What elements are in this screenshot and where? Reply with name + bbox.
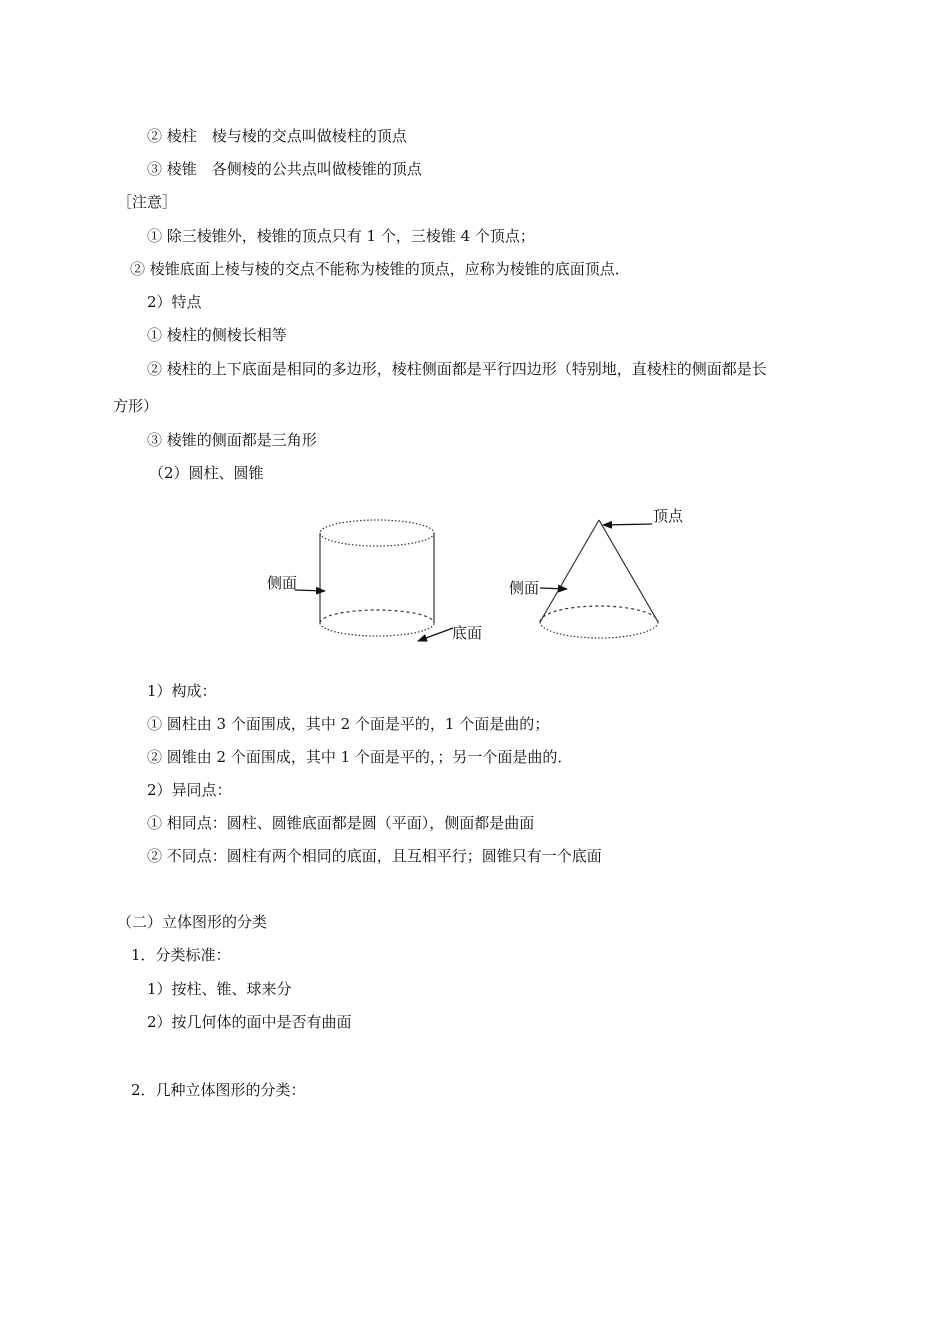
- cone-apex-label: 顶点: [653, 507, 684, 525]
- cylinder-cone-figure: [255, 500, 715, 670]
- text-line-composition-2: ② 圆锥由 2 个面围成，其中 1 个面是平的，；另一个面是曲的．: [147, 748, 573, 766]
- text-line-criteria-1: 1）按柱、锥、球来分: [147, 980, 292, 998]
- text-line-criteria: 1．分类标准：: [131, 946, 231, 964]
- cylinder-base-label: 底面: [452, 624, 483, 642]
- cylinder-bottom-front-arc: [320, 623, 434, 636]
- subheading-features: 2）特点: [147, 293, 202, 311]
- cylinder-bottom-back-arc: [320, 610, 434, 623]
- text-line-feature-1: ① 棱柱的侧棱长相等: [147, 326, 287, 344]
- note-heading: ［注意］: [117, 193, 178, 211]
- subheading-composition: 1）构成：: [147, 682, 217, 700]
- cylinder-base-arrow: [418, 628, 453, 641]
- text-line-same-points: ① 相同点：圆柱、圆锥底面都是圆（平面），侧面都是曲面: [147, 814, 535, 832]
- text-line-pyramid-vertex: ③ 棱锥 各侧棱的公共点叫做棱锥的顶点: [147, 160, 422, 178]
- section-heading-classification: （二）立体图形的分类: [117, 913, 268, 931]
- figure-drawing: [255, 500, 715, 670]
- subheading-cylinder-cone: （2）圆柱、圆锥: [149, 464, 264, 482]
- text-line-note-2: ② 棱锥底面上棱与棱的交点不能称为棱锥的顶点，应称为棱锥的底面顶点．: [130, 260, 630, 278]
- cone-shape: [540, 520, 658, 638]
- text-line-feature-2: ② 棱柱的上下底面是相同的多边形，棱柱侧面都是平行四边形（特别地，直棱柱的侧面都是长: [147, 360, 767, 378]
- cone-apex-arrow: [603, 524, 652, 525]
- cone-side-arrow: [540, 588, 567, 589]
- text-line-note-1: ① 除三棱锥外，棱锥的顶点只有 1 个，三棱锥 4 个顶点；: [147, 227, 535, 245]
- text-line-feature-2-cont: 方形）: [113, 397, 159, 415]
- text-line-feature-3: ③ 棱锥的侧面都是三角形: [147, 431, 317, 449]
- text-line-criteria-2: 2）按几何体的面中是否有曲面: [147, 1013, 352, 1031]
- cylinder-top-ellipse: [320, 520, 434, 546]
- text-line-kinds: 2．几种立体图形的分类：: [131, 1081, 306, 1099]
- text-line-prism-vertex: ② 棱柱 棱与棱的交点叫做棱柱的顶点: [147, 127, 407, 145]
- subheading-similarities: 2）异同点：: [147, 781, 232, 799]
- text-line-composition-1: ① 圆柱由 3 个面围成，其中 2 个面是平的，1 个面是曲的；: [147, 715, 550, 733]
- cylinder-shape: [320, 520, 434, 636]
- cone-side-label: 侧面: [509, 579, 540, 597]
- text-line-different-points: ② 不同点：圆柱有两个相同的底面，且互相平行；圆锥只有一个底面: [147, 847, 602, 865]
- cone-base-back-arc: [540, 606, 658, 622]
- cone-base-front-arc: [540, 622, 658, 638]
- cylinder-side-label: 侧面: [267, 574, 298, 592]
